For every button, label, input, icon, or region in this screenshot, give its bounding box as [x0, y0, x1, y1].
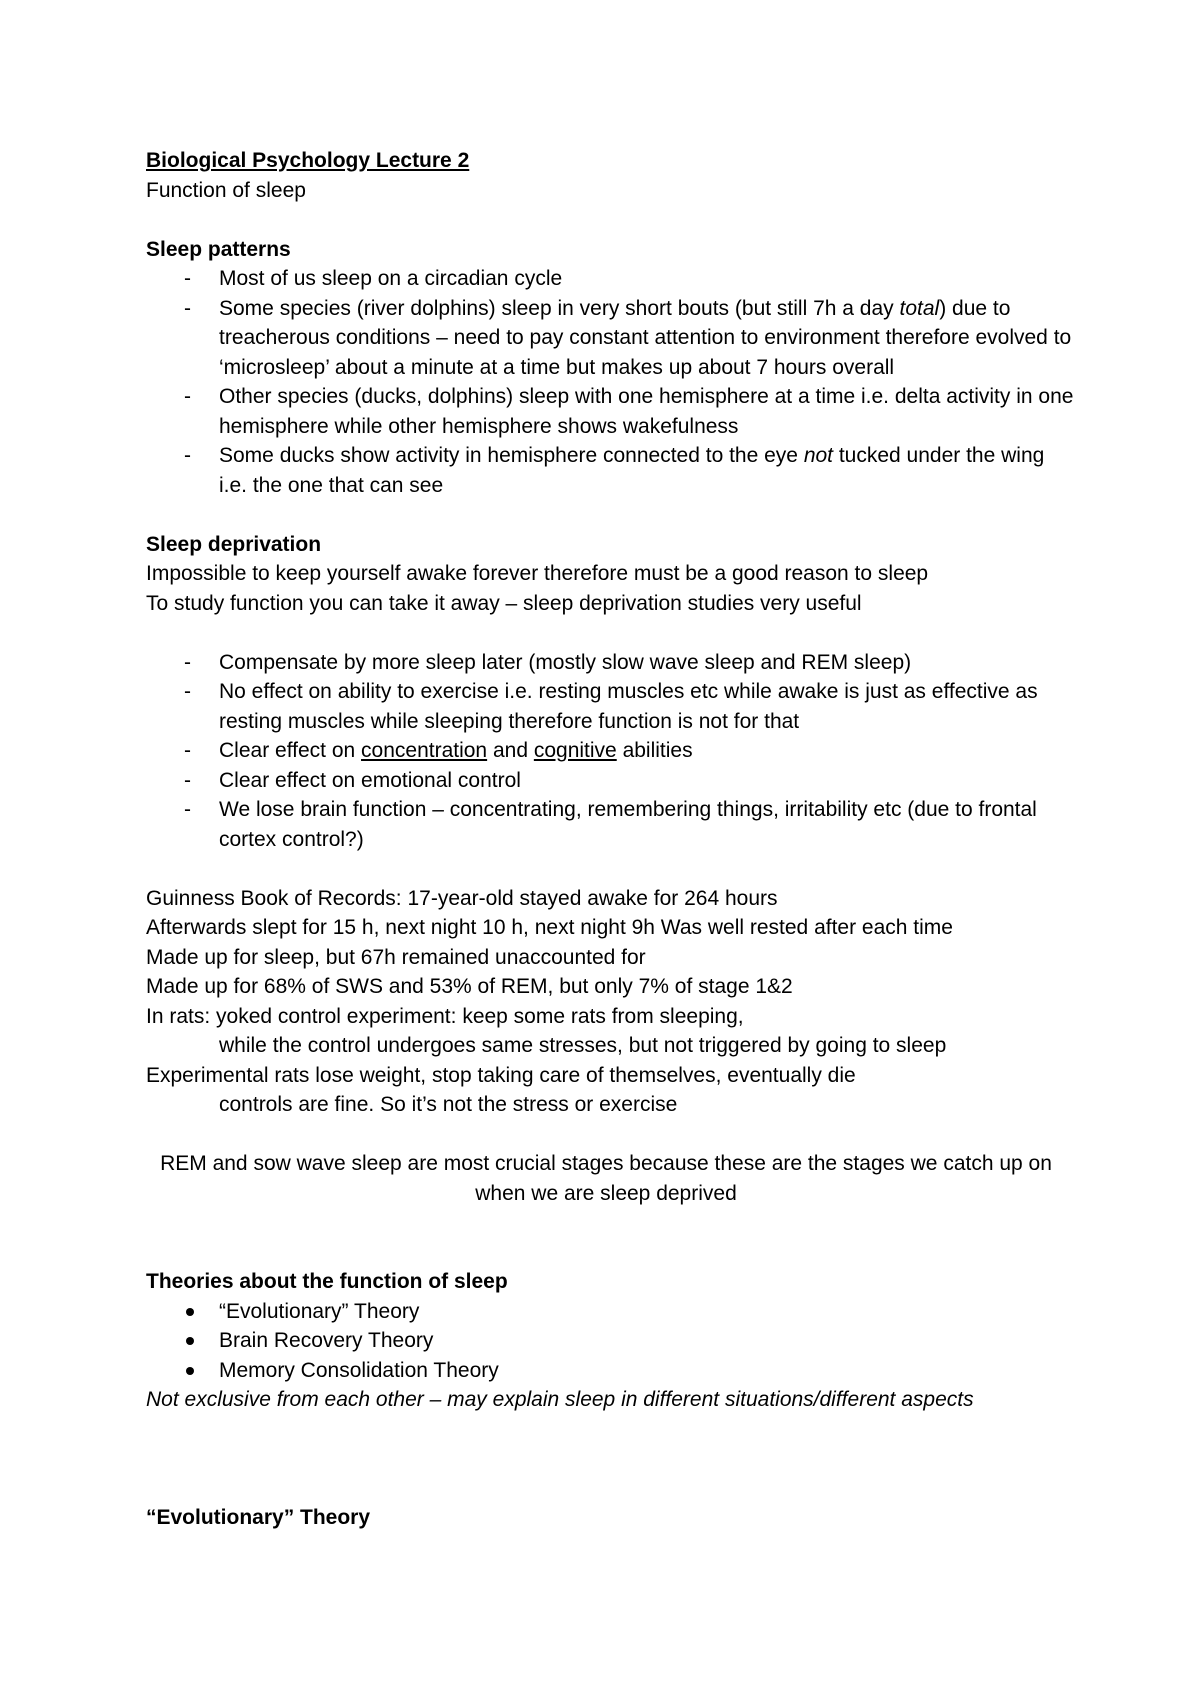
dash-marker: - [184, 650, 191, 674]
records-block [146, 884, 1076, 1120]
sleep-deprivation-heading: Sleep deprivation [146, 532, 322, 556]
list-item: - No effect on ability to exercise i.e. resting muscles etc while awake is just as effective as resting muscles while sleeping therefore function is not for that [146, 677, 1076, 736]
theories-heading: Theories about the function of sleep [146, 1270, 508, 1293]
document-subtitle: Function of sleep [146, 178, 306, 202]
evolutionary-theory-heading: “Evolutionary” Theory [146, 1505, 371, 1529]
paragraph-line: Impossible to keep yourself awake forever therefore must be a good reason to sleep [146, 562, 929, 585]
list-item: Brain Recovery Theory [146, 1326, 1076, 1356]
list-item: “Evolutionary” Theory [146, 1297, 1076, 1327]
list-item: - Some species (river dolphins) sleep in very short bouts (but still 7h a day total) due to treacherous conditions – need to pay constant attention to environment therefore evolved to ‘microsleep’ about a minute at a time but makes up about 7 hours overall [146, 294, 1076, 383]
sleep-patterns-list [146, 264, 1076, 500]
list-item: - Clear effect on concentration and cognitive abilities [146, 736, 1076, 766]
dash-marker: - [184, 739, 191, 762]
paragraph-line: Guinness Book of Records: 17-year-old stayed awake for 264 hours [146, 886, 778, 910]
bullet-icon [186, 1367, 194, 1375]
dash-marker: - [184, 385, 191, 408]
list-item: - Clear effect on emotional control [146, 766, 1076, 796]
paragraph-line: Afterwards slept for 15 h, next night 10 h, next night 9h Was well rested after each time [146, 916, 953, 939]
paragraph-line: Made up for 68% of SWS and 53% of REM, but only 7% of stage 1&2 [146, 975, 793, 998]
list-item: - We lose brain function – concentrating, remembering things, irritability etc (due to frontal cortex control?) [146, 795, 1076, 854]
paragraph-line-indented: controls are fine. So it’s not the stress or exercise [219, 1093, 678, 1116]
paragraph-line: To study function you can take it away – sleep deprivation studies very useful [146, 591, 862, 615]
dash-marker: - [184, 680, 191, 703]
paragraph-line: Experimental rats lose weight, stop taking care of themselves, eventually die [146, 1063, 856, 1087]
list-item: - Some ducks show activity in hemisphere connected to the eye not tucked under the wing i.e. the one that can see [146, 441, 1076, 500]
dash-marker: - [184, 798, 191, 821]
bullet-icon [186, 1308, 194, 1316]
document-body [146, 146, 1076, 1532]
document-title: Biological Psychology Lecture 2 [146, 149, 470, 172]
paragraph-line-indented: while the control undergoes same stresses, but not triggered by going to sleep [219, 1034, 947, 1057]
list-item: - Other species (ducks, dolphins) sleep with one hemisphere at a time i.e. delta activity in one hemisphere while other hemisphere shows wakefulness [146, 382, 1076, 441]
dash-marker: - [184, 296, 191, 320]
paragraph-line: Made up for sleep, but 67h remained unaccounted for [146, 945, 646, 969]
dash-marker: - [184, 768, 191, 792]
theories-note: Not exclusive from each other – may explain sleep in different situations/different aspects [146, 1388, 974, 1411]
sleep-patterns-heading: Sleep patterns [146, 237, 291, 261]
centered-note: REM and sow wave sleep are most crucial stages because these are the stages we catch up on when we are sleep deprived [160, 1152, 1052, 1205]
underlined-term: cognitive [533, 739, 617, 762]
underlined-term: concentration [361, 739, 488, 762]
sleep-deprivation-list [146, 648, 1076, 855]
paragraph-line: In rats: yoked control experiment: keep some rats from sleeping, [146, 1004, 744, 1028]
bullet-icon [186, 1337, 194, 1345]
dash-marker: - [184, 267, 191, 290]
theories-list [146, 1297, 1076, 1386]
list-item: Memory Consolidation Theory [146, 1356, 1076, 1386]
list-item: - Most of us sleep on a circadian cycle [146, 264, 1076, 294]
dash-marker: - [184, 444, 191, 467]
list-item: - Compensate by more sleep later (mostly slow wave sleep and REM sleep) [146, 648, 1076, 678]
